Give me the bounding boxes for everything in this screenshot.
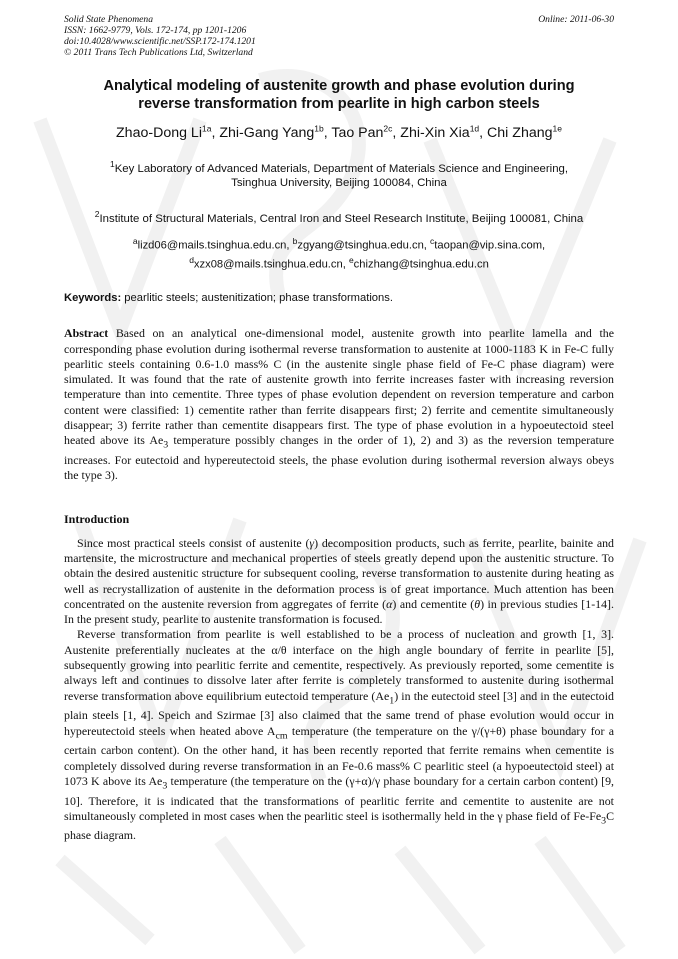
doi-line: doi:10.4028/www.scientific.net/SSP.172-174.1201: [64, 36, 256, 47]
issn-line: ISSN: 1662-9779, Vols. 172-174, pp 1201-1206: [64, 25, 247, 36]
abstract: Abstract Based on an analytical one-dimensional model, austenite growth into pearlite lamella and the corresponding phase evolution during isothermal reverse transformation to austenite at 1000-1183 K in Fe-C fully pearlitic steels containing 0.6-1.0 mass% C (in the austenite single phase field of Fe-C phase diagram) were simulated. It was found that the rate of austenite growth into ferrite increases faster with increasing reversion temperature than into cementite. Three types of phase evolution dependent on reversion temperature and carbon content were classified: 1) cementite rather than ferrite disappears first; 2) ferrite and cementite simultaneously disappear; 3) ferrite rather than cementite disappears first. The type of phase evolution in a hypoeutectoid steel heated above its $Ae_3$ temperature possibly changes in the order of 1), 2) and 3) as the reversion temperature increases. For eutectoid and hypereutectoid steels, the phase evolution during isothermal reversion always obeys the type 3).: [64, 326, 614, 483]
journal-name: Solid State Phenomena: [64, 14, 153, 25]
paper-title: [64, 77, 614, 113]
intro-paragraph-2: Reverse transformation from pearlite is well established to be a process of nucleation and growth [1, 3]. Austenite preferentially nucleates at the α/θ interface on the high angle boundary of ferrite in pearlite [5], subsequently growing into pearlitic ferrite and cementite, respectively. As previously reported, some cementite is always left and continues to dissolve later after ferrite is completely transformed to austenite during isothermal reverse transformation above equilibrium eutectoid temperature $(Ae_1)$ in the eutectoid steel [3] and in the eutectoid plain steels [1, 4]. Speich and Szirmae [3] also claimed that the same trend of phase evolution would occur in hypereutectoid steels when heated above $A_{cm}$ temperature (the temperature on the γ/(γ+θ) phase boundary for a certain carbon content). On the other hand, it has been recently reported that ferrite remains when cementite is completely dissolved during reverse transformation in an Fe-0.6 mass% C pearlitic steel (a hypoeutectoid steel) at 1073 K above its $Ae_3$ temperature (the temperature on the (γ+α)/γ phase boundary for a certain carbon content) [9, 10]. Therefore, it is indicated that the transformations of pearlitic ferrite and cementite to austenite are not simultaneously completed in most cases when the pearlitic steel is isothermally held in the γ phase field of $Fe-Fe_3C$ phase diagram.: [64, 627, 614, 843]
title-line-1: Analytical modeling of austenite growth and phase evolution during: [103, 78, 575, 94]
email-list: $^a$lizd06@mails.tsinghua.edu.cn, $^b$zgyang@tsinghua.edu.cn, $^c$taopan@vip.sina.com, $^d$xzx08@mails.tsinghua.edu.cn, $^e$chizhang@tsinghua.edu.cn: [132, 235, 546, 271]
online-date: Online: 2011-06-30: [538, 14, 614, 25]
intro-paragraph-1: Since most practical steels consist of austenite (γ) decomposition products, such as ferrite, pearlite, bainite and martensite, the microstructure and mechanical properties of steels greatly depend upon the austenitic structure. To obtain the desired austenitic structure for subsequent cooling, reverse transformation to austenite during heating as well as recrystallization of austenite in the deformation process is of great importance. Much attention has been concentrated on the austenite reversion from aggregates of ferrite (α) and cementite (θ) in previous studies [1-14]. In the present study, pearlite to austenite transformation is focused.: [64, 535, 614, 627]
author: Tao Pan$^{2c}$,: [331, 123, 401, 141]
affiliation-2: $^2$Institute of Structural Materials, Central Iron and Steel Research Institute, Beijing 100081, China: [94, 208, 584, 225]
affiliation-1: $^1$Key Laboratory of Advanced Materials, Department of Materials Science and Engineering, Tsinghua University, Beijing 100084, China: [109, 158, 569, 190]
journal-header: [64, 14, 614, 58]
copyright-line: © 2011 Trans Tech Publications Ltd, Switzerland: [64, 47, 253, 58]
abstract-label: Abstract: [64, 326, 109, 341]
author: Chi Zhang$^{1e}$: [487, 123, 562, 141]
keywords-label: Keywords:: [64, 292, 122, 305]
paper-page: [64, 14, 614, 844]
author: Zhi-Xin Xia$^{1d}$,: [400, 123, 488, 141]
author-list: [64, 123, 614, 141]
section-heading-introduction: Introduction: [64, 511, 130, 526]
title-line-2: reverse transformation from pearlite in high carbon steels: [138, 96, 540, 112]
author: Zhi-Gang Yang$^{1b}$,: [219, 123, 332, 141]
keywords-text: pearlitic steels; austenitization; phase transformations.: [121, 292, 393, 305]
keywords: [64, 292, 614, 304]
author: Zhao-Dong $Li^{1a}$,: [116, 123, 220, 141]
